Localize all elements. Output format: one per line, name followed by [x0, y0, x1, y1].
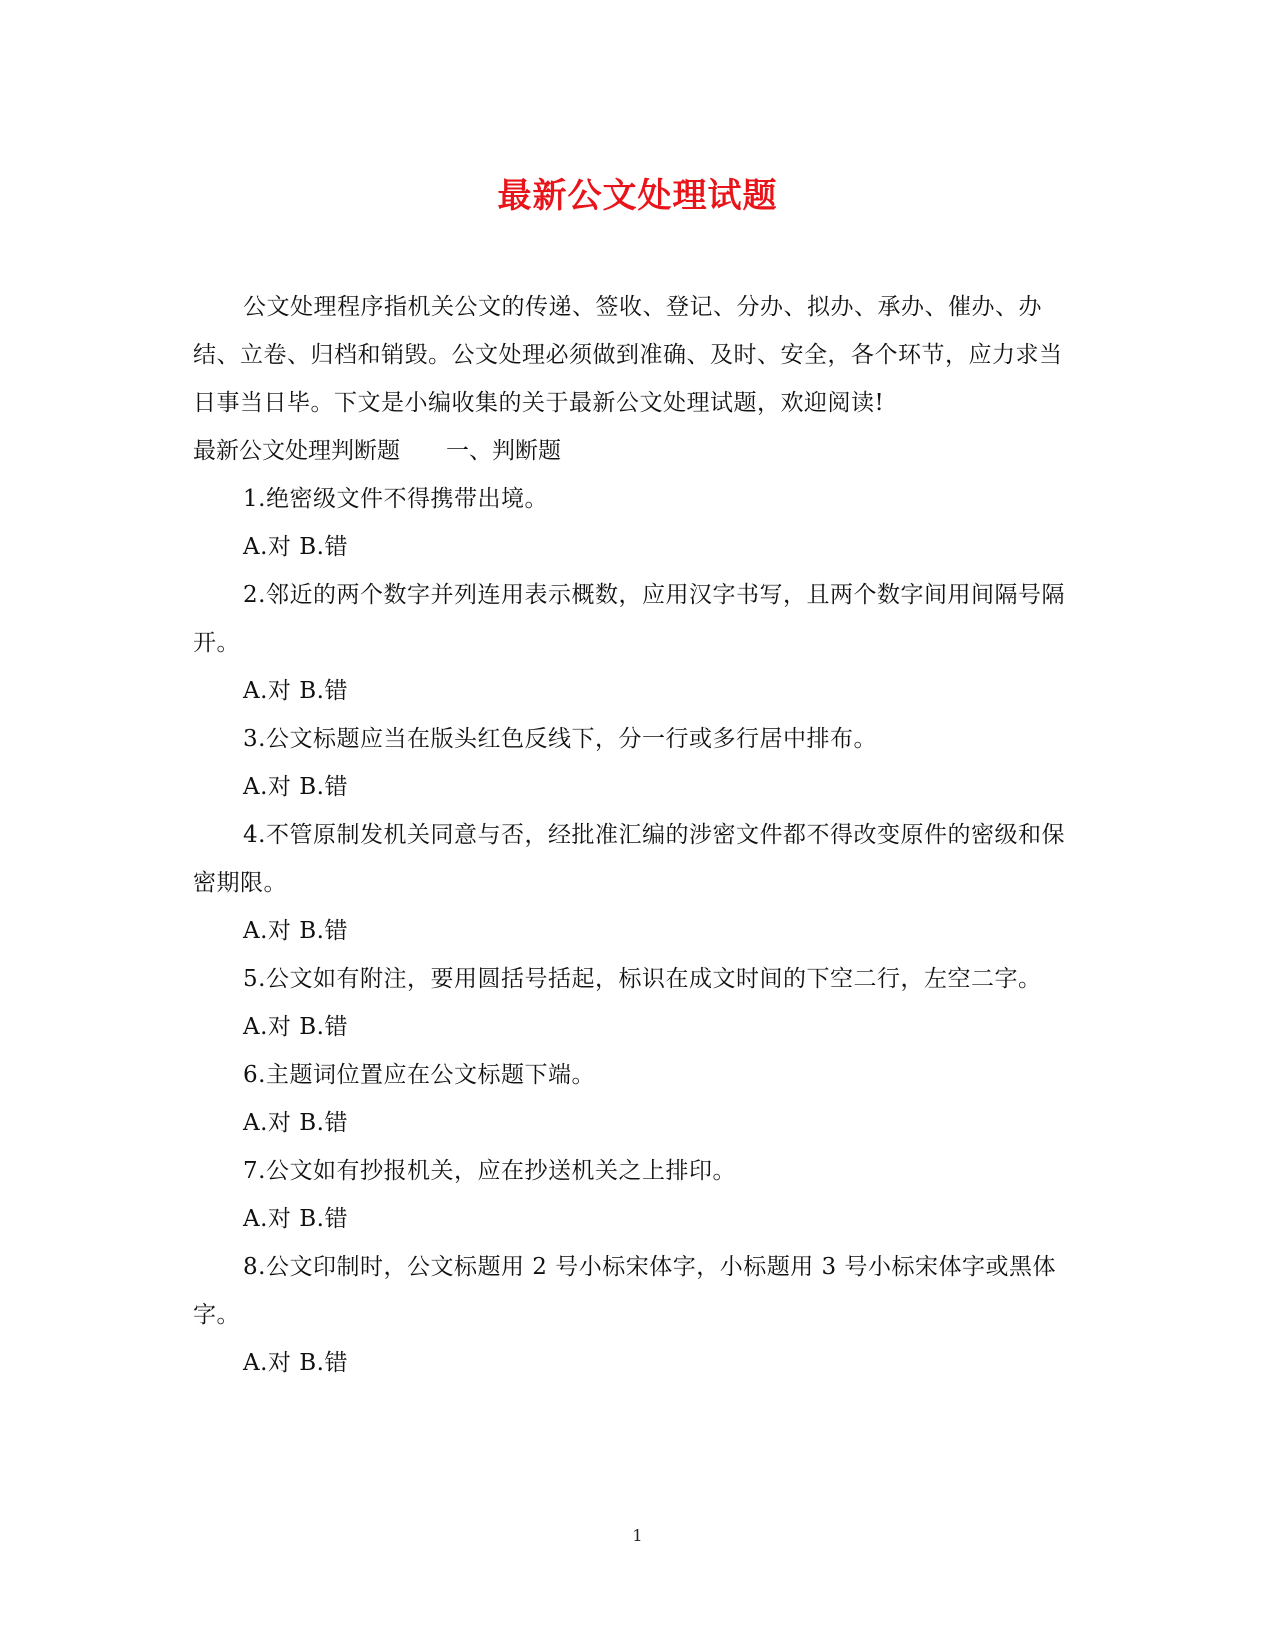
- question-options: A.对 B.错: [243, 1110, 348, 1136]
- question-text: 3.公文标题应当在版头红色反线下，分一行或多行居中排布。: [243, 726, 877, 752]
- question-options: A.对 B.错: [243, 1206, 348, 1232]
- question-text: 8.公文印制时，公文标题用 2 号小标宋体字，小标题用 3 号小标宋体字或黑体字。: [193, 1254, 1056, 1328]
- question-options: A.对 B.错: [243, 1350, 348, 1376]
- question-options: A.对 B.错: [243, 534, 348, 560]
- question-text: 5.公文如有附注，要用圆括号括起，标识在成文时间的下空二行，左空二字。: [243, 966, 1042, 992]
- page-number: 1: [632, 1526, 643, 1545]
- section-heading: 最新公文处理判断题 一、判断题: [193, 438, 561, 464]
- document-body: [193, 283, 1073, 1387]
- document-title: 最新公文处理试题: [497, 176, 778, 216]
- intro-paragraph: 公文处理程序指机关公文的传递、签收、登记、分办、拟办、承办、催办、办结、立卷、归档和销毁。公文处理必须做到准确、及时、安全，各个环节，应力求当日事当日毕。下文是小编收集的关于最新公文处理试题，欢迎阅读!: [193, 294, 1063, 416]
- question-options: A.对 B.错: [243, 774, 348, 800]
- question-text: 7.公文如有抄报机关，应在抄送机关之上排印。: [243, 1158, 736, 1184]
- question-text: 6.主题词位置应在公文标题下端。: [243, 1062, 595, 1088]
- question-options: A.对 B.错: [243, 918, 348, 944]
- question-options: A.对 B.错: [243, 1014, 348, 1040]
- question-list: [193, 475, 1073, 1387]
- question-options: A.对 B.错: [243, 678, 348, 704]
- question-text: 1.绝密级文件不得携带出境。: [243, 486, 548, 512]
- question-text: 2.邻近的两个数字并列连用表示概数，应用汉字书写，且两个数字间用间隔号隔开。: [193, 582, 1065, 656]
- question-text: 4.不管原制发机关同意与否，经批准汇编的涉密文件都不得改变原件的密级和保密期限。: [193, 822, 1065, 896]
